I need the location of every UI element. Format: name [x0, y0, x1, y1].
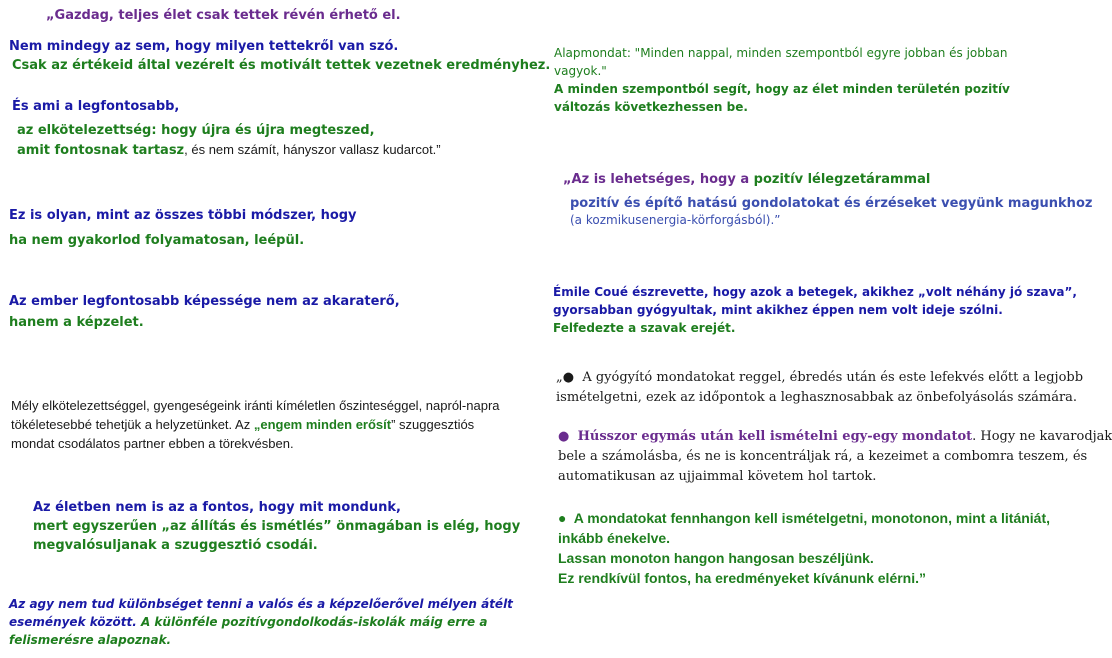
block-aloud — [558, 508, 1050, 588]
block-imagination-line2: hanem a képzelet. — [9, 315, 144, 330]
block-twenty-times-line2: bele a számolásba, és ne is koncentráljak rá, a kezeimet a combomra teszem, és — [558, 449, 1088, 464]
block-affirmation — [554, 44, 1059, 116]
block-practice — [9, 206, 357, 250]
block-suggestion-quote: „engem minden erősít — [253, 417, 392, 432]
block-twenty-times-line1 — [558, 427, 1112, 447]
block-twenty-times — [558, 427, 1112, 487]
block-suggestion-line2-start: tökéletesebbé tehetjük a helyzetünket. Az — [11, 417, 254, 432]
block-breath-quote-green: pozitív lélegzetárammal — [749, 172, 931, 187]
block-repetition-line2: mert egyszerűen „az állítás és ismétlés” önmagában is elég, hogy — [33, 519, 521, 534]
block-breath-line2: pozitív és építő hatású gondolatokat és érzéseket vegyünk magunkhoz — [570, 196, 1093, 211]
block-aloud-line2: inkább énekelve. — [558, 530, 671, 546]
block-repetition-line3: megvalósuljanak a szuggesztió csodái. — [33, 538, 318, 553]
block-imagination-line1: Az ember legfontosabb képessége nem az akaraterő, — [9, 294, 400, 309]
block-suggestion-line1: Mély elkötelezettséggel, gyengeségeink iránti kíméletlen őszinteséggel, napról-napra — [11, 398, 500, 413]
block-breath-line3: (a kozmikusenergia-körforgásból).” — [570, 213, 781, 227]
block-commitment-line1: És ami a legfontosabb, — [12, 99, 180, 114]
block-aloud-line1 — [558, 508, 1050, 528]
quote-title-text: „Gazdag, teljes élet csak tettek révén érhető el. — [46, 8, 401, 23]
block-coue-line2: gyorsabban gyógyultak, mint akikhez éppen nem volt ideje szólni. — [553, 303, 1003, 317]
block-imagination — [9, 292, 400, 332]
block-breath-line1 — [563, 170, 1092, 189]
block-commitment — [12, 97, 441, 160]
quote-title — [46, 6, 401, 25]
block-affirmation-text: Alapmondat: "Minden nappal, minden szempontból egyre jobban és jobban vagyok." — [554, 46, 1008, 78]
block-commitment-line3 — [12, 140, 441, 160]
block-breath-quote-purple: „Az is lehetséges, hogy a — [563, 172, 750, 187]
block-suggestion-line2-rest: ” szuggesztiós — [391, 417, 475, 432]
block-practice-line2: ha nem gyakorlod folyamatosan, leépül. — [9, 233, 305, 248]
block-commitment-line2: az elkötelezettség: hogy újra és újra megteszed, — [17, 123, 375, 138]
block-brain — [9, 595, 513, 649]
block-healing-sentences — [556, 368, 1083, 408]
block-deeds-line1: Nem mindegy az sem, hogy milyen tettekről van szó. — [9, 39, 399, 54]
bullet-icon: ● — [558, 429, 570, 444]
bullet-icon: „● — [556, 370, 575, 385]
block-twenty-times-rest: . Hogy ne kavarodjak — [972, 429, 1112, 444]
block-deeds-line2: Csak az értékeid által vezérelt és motivált tettek vezetnek eredményhez. — [12, 58, 551, 73]
block-twenty-times-line3: automatikusan az ujjaimmal követem hol tartok. — [558, 469, 877, 484]
block-practice-line1: Ez is olyan, mint az összes többi módszer, hogy — [9, 208, 357, 223]
block-commitment-line3-green: amit fontosnak tartasz — [17, 143, 185, 158]
block-aloud-line4: Ez rendkívül fontos, ha eredményeket kívánunk elérni.” — [558, 570, 927, 586]
block-aloud-line1-text: A mondatokat fennhangon kell ismételgetni, monotonon, mint a litániát, — [573, 510, 1051, 526]
block-brain-line2-navy: események között. — [9, 615, 137, 629]
block-commitment-line3-rest: , és nem számít, hányszor vallasz kudarcot.” — [184, 142, 441, 157]
block-healing-sentences-line1-text: A gyógyító mondatokat reggel, ébredés után és este lefekvés előtt a legjobb — [582, 370, 1084, 385]
block-repetition-line1: Az életben nem is az a fontos, hogy mit mondunk, — [33, 500, 401, 515]
block-coue-line3: Felfedezte a szavak erejét. — [553, 321, 736, 335]
block-healing-sentences-line1 — [556, 368, 1083, 388]
block-coue-line1: Émile Coué észrevette, hogy azok a betegek, akikhez „volt néhány jó szava”, — [553, 285, 1077, 299]
block-affirmation-bold: A minden szempontból segít, hogy az élet minden területén pozitív változás következhessen be. — [554, 82, 1010, 114]
block-brain-line1: Az agy nem tud különbséget tenni a valós és a képzelőerővel mélyen átélt — [9, 597, 513, 611]
block-brain-line2-green: A különféle pozitívgondolkodás-iskolák máig erre a — [136, 615, 488, 629]
block-suggestion-line3: mondat csodálatos partner ebben a törekvésben. — [11, 436, 294, 451]
block-brain-line2 — [9, 613, 513, 631]
block-deeds — [9, 37, 550, 75]
block-brain-line3: felismerésre alapoznak. — [9, 633, 172, 647]
block-suggestion-line2 — [11, 415, 500, 434]
block-twenty-times-bold: Hússzor egymás után kell ismételni egy-egy mondatot — [577, 429, 973, 444]
block-aloud-line3: Lassan monoton hangon hangosan beszéljünk. — [558, 550, 874, 566]
block-coue — [553, 283, 1077, 337]
block-breath — [563, 170, 1092, 228]
block-repetition — [33, 498, 520, 555]
block-suggestion — [11, 396, 500, 453]
block-healing-sentences-line2: ismételgetni, ezek az időpontok a leghasznosabbak az önbefolyásolás számára. — [556, 390, 1078, 405]
bullet-icon: ● — [558, 510, 567, 526]
